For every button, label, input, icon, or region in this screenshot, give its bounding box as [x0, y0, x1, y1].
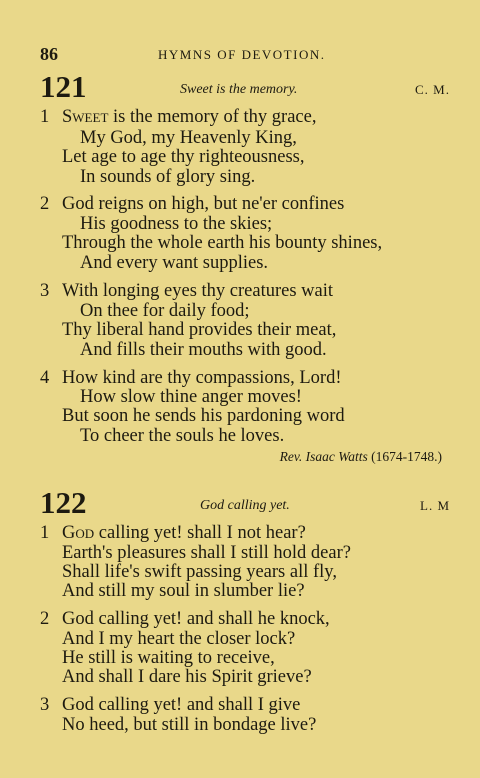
verse-line: God calling yet! and shall I give: [62, 695, 301, 715]
verse-line: How kind are thy compassions, Lord!: [62, 368, 342, 388]
page-header: [40, 44, 450, 66]
hymn-number: 121: [40, 69, 87, 104]
verse-line: And every want supplies.: [80, 253, 269, 273]
verse-line: Earth's pleasures shall I still hold dear?: [62, 543, 351, 563]
verse-line: And shall I dare his Spirit grieve?: [62, 667, 312, 687]
verse-line: In sounds of glory sing.: [80, 167, 256, 187]
verse-line: He still is waiting to receive,: [62, 648, 275, 668]
author-attribution: [280, 449, 442, 465]
verse-line: And fills their mouths with good.: [80, 340, 327, 360]
verse-number: 1: [40, 523, 50, 543]
verse-line: But soon he sends his pardoning word: [62, 406, 345, 426]
verse-number: 3: [40, 695, 50, 715]
author-name: Rev. Isaac Watts: [279, 449, 368, 464]
verse-number: 3: [40, 281, 50, 301]
running-title: HYMNS OF DEVOTION.: [158, 47, 326, 62]
page-number: 86: [40, 44, 58, 64]
verse-number: 1: [40, 107, 50, 127]
verse-line: His goodness to the skies;: [80, 214, 273, 234]
hymn-meter: L. M: [420, 498, 450, 513]
hymn-meter: C. M.: [415, 82, 450, 97]
verse-line: How slow thine anger moves!: [80, 387, 302, 407]
verse-line: God reigns on high, but ne'er confines: [62, 194, 345, 214]
author-dates: (1674-1748.): [367, 449, 442, 464]
verse-line: Sweet is the memory of thy grace,: [62, 107, 317, 127]
verse-line: No heed, but still in bondage live?: [62, 715, 317, 735]
verse-line: Shall life's swift passing years all fly,: [62, 562, 337, 582]
verse-first-word: God: [62, 523, 95, 543]
hymn-number: 122: [40, 485, 87, 520]
verse-line: Thy liberal hand provides their meat,: [62, 320, 337, 340]
hymn-title: Sweet is the memory.: [180, 82, 298, 97]
hymn-title: God calling yet.: [200, 498, 290, 513]
verse-line: My God, my Heavenly King,: [80, 128, 297, 148]
verse-number: 2: [40, 194, 50, 214]
verse-line: God calling yet! shall I not hear?: [62, 523, 306, 543]
verse-first-word: Sweet: [62, 107, 109, 127]
verse-line: Let age to age thy righteousness,: [62, 147, 305, 167]
hymn-122-heading: [40, 484, 450, 518]
verse-number: 2: [40, 609, 50, 629]
verse-line: And I my heart the closer lock?: [62, 629, 296, 649]
verse-line: And still my soul in slumber lie?: [62, 581, 305, 601]
verse-line: God calling yet! and shall he knock,: [62, 609, 330, 629]
verse-line: To cheer the souls he loves.: [80, 426, 285, 446]
verse-line: On thee for daily food;: [80, 301, 250, 321]
verse-line: With longing eyes thy creatures wait: [62, 281, 334, 301]
verse-line: Through the whole earth his bounty shines,: [62, 233, 383, 253]
verse-number: 4: [40, 368, 50, 388]
hymn-121-heading: [40, 68, 450, 102]
